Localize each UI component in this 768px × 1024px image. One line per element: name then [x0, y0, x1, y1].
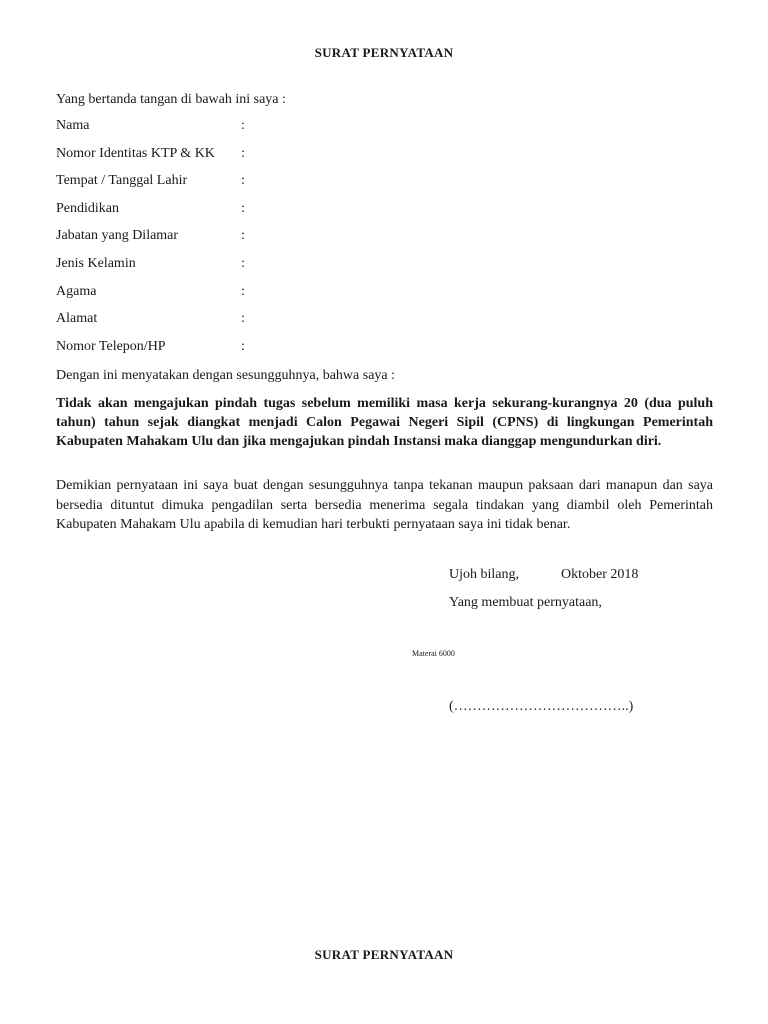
signature-date: Oktober 2018 [561, 567, 639, 582]
identity-fields [56, 118, 356, 366]
field-label: Nama [56, 118, 90, 133]
next-page-title: SURAT PERNYATAAN [314, 947, 454, 962]
field-row-pendidikan [56, 201, 356, 229]
field-separator: : [241, 145, 245, 161]
field-row-nama [56, 118, 356, 146]
field-label: Jenis Kelamin [56, 255, 136, 271]
field-row-jenis-kelamin [56, 256, 356, 284]
declaration-statement: Tidak akan mengajukan pindah tugas sebelum memiliki masa kerja sekurang-kurangnya 20 (dua puluh tahun) tahun sejak diangkat menjadi Calon Pegawai Negeri Sipil (CPNS) di lingkungan Pemerintah Kabupaten Mahakam Ulu dan jika mengajukan pindah Instansi maka dianggap mengundurkan diri. [56, 396, 713, 449]
field-separator: : [241, 311, 245, 327]
field-label: Alamat [56, 311, 98, 327]
field-label: Nomor Telepon/HP [56, 338, 166, 354]
field-row-jabatan [56, 228, 356, 256]
field-row-ttl [56, 173, 356, 201]
field-label: Tempat / Tanggal Lahir [56, 173, 188, 189]
document-title: SURAT PERNYATAAN [314, 45, 454, 60]
intro-text: Yang bertanda tangan di bawah ini saya : [56, 92, 286, 107]
field-separator: : [241, 255, 245, 271]
field-separator: : [241, 200, 245, 216]
field-label: Agama [56, 283, 97, 299]
field-row-telepon [56, 339, 356, 367]
field-separator: : [241, 283, 245, 299]
signature-place-date [449, 567, 639, 583]
declaration-intro: Dengan ini menyatakan dengan sesungguhnya, bahwa saya : [56, 368, 396, 383]
field-row-agama [56, 284, 356, 312]
signature-maker: Yang membuat pernyataan, [449, 595, 602, 610]
field-separator: : [241, 118, 245, 133]
field-separator: : [241, 338, 245, 354]
field-separator: : [241, 173, 245, 189]
field-row-alamat [56, 311, 356, 339]
field-label: Pendidikan [56, 200, 119, 216]
signature-place: Ujoh bilang, [449, 567, 519, 582]
closing-paragraph: Demikian pernyataan ini saya buat dengan sesungguhnya tanpa tekanan maupun paksaan dari manapun dan saya bersedia dituntut dimuka pengadilan serta bersedia menerima segala tindakan yang diambil oleh Pemerintah Kabupaten Mahakam Ulu apabila di kemudian hari terbukti pernyataan saya ini tidak benar. [56, 478, 713, 532]
field-row-identitas [56, 146, 356, 174]
stamp-label: Materai 6000 [412, 649, 455, 658]
signature-name-line: (………………………………..) [449, 699, 634, 714]
field-separator: : [241, 228, 245, 244]
field-label: Jabatan yang Dilamar [56, 228, 179, 244]
field-label: Nomor Identitas KTP & KK [56, 145, 215, 161]
